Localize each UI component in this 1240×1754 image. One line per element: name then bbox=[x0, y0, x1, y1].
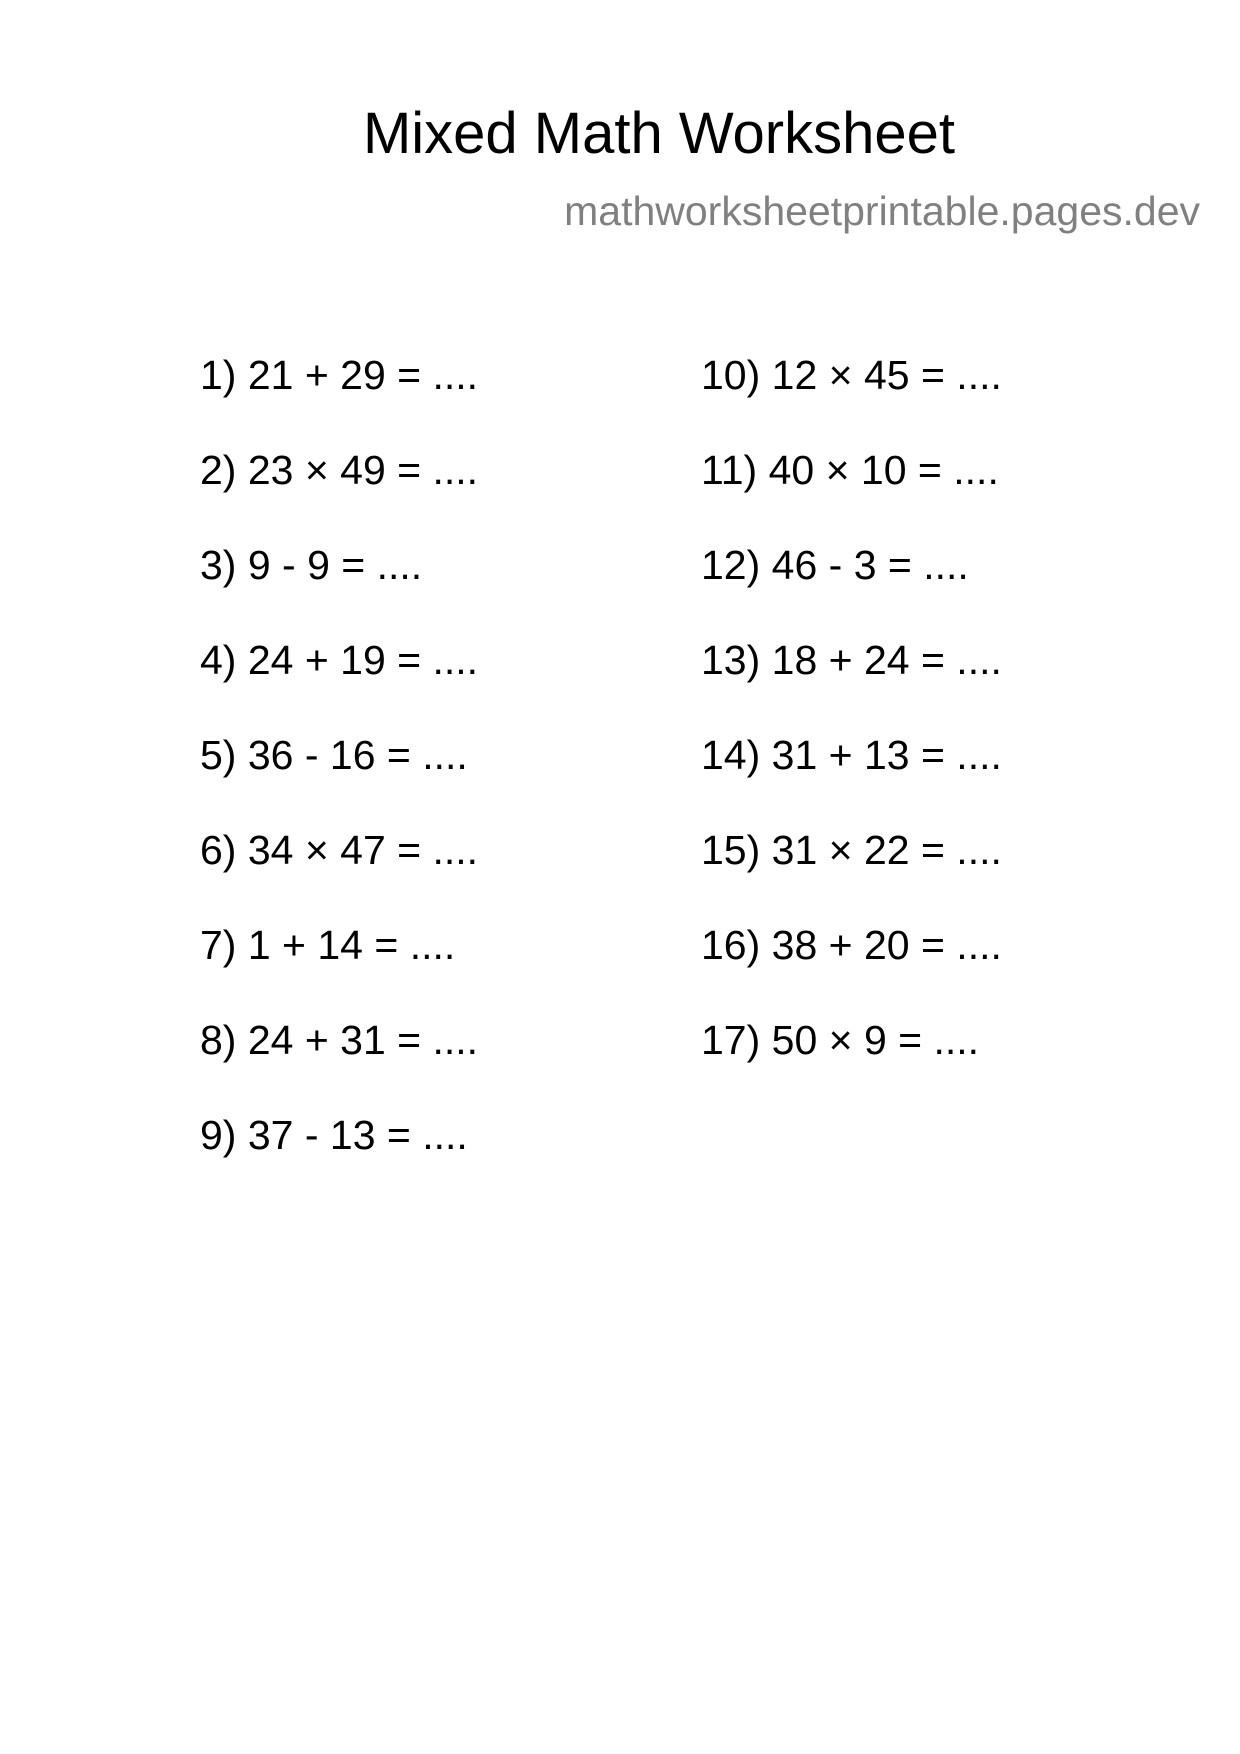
problem-item: 14) 31 + 13 = .... bbox=[701, 732, 1002, 778]
problem-item: 3) 9 - 9 = .... bbox=[200, 542, 423, 588]
problem-item: 6) 34 × 47 = .... bbox=[200, 827, 479, 873]
problem-item: 16) 38 + 20 = .... bbox=[701, 922, 1002, 968]
problem-item: 13) 18 + 24 = .... bbox=[701, 637, 1002, 683]
problem-item: 5) 36 - 16 = .... bbox=[200, 732, 468, 778]
problem-item: 12) 46 - 3 = .... bbox=[701, 542, 969, 588]
problem-column-right bbox=[701, 350, 1002, 1110]
problem-column-left bbox=[200, 350, 478, 1205]
problem-item: 4) 24 + 19 = .... bbox=[200, 637, 479, 683]
problem-item: 15) 31 × 22 = .... bbox=[701, 827, 1002, 873]
problem-item: 11) 40 × 10 = .... bbox=[701, 447, 999, 493]
worksheet-title: Mixed Math Worksheet bbox=[362, 101, 956, 166]
problem-item: 10) 12 × 45 = .... bbox=[701, 352, 1002, 398]
problem-item: 8) 24 + 31 = .... bbox=[200, 1017, 479, 1063]
site-url: mathworksheetprintable.pages.dev bbox=[564, 188, 1200, 234]
problem-item: 2) 23 × 49 = .... bbox=[200, 447, 479, 493]
problem-item: 7) 1 + 14 = .... bbox=[200, 922, 456, 968]
problem-item: 1) 21 + 29 = .... bbox=[200, 352, 479, 398]
problem-item: 17) 50 × 9 = .... bbox=[701, 1017, 980, 1063]
problem-item: 9) 37 - 13 = .... bbox=[200, 1112, 468, 1158]
